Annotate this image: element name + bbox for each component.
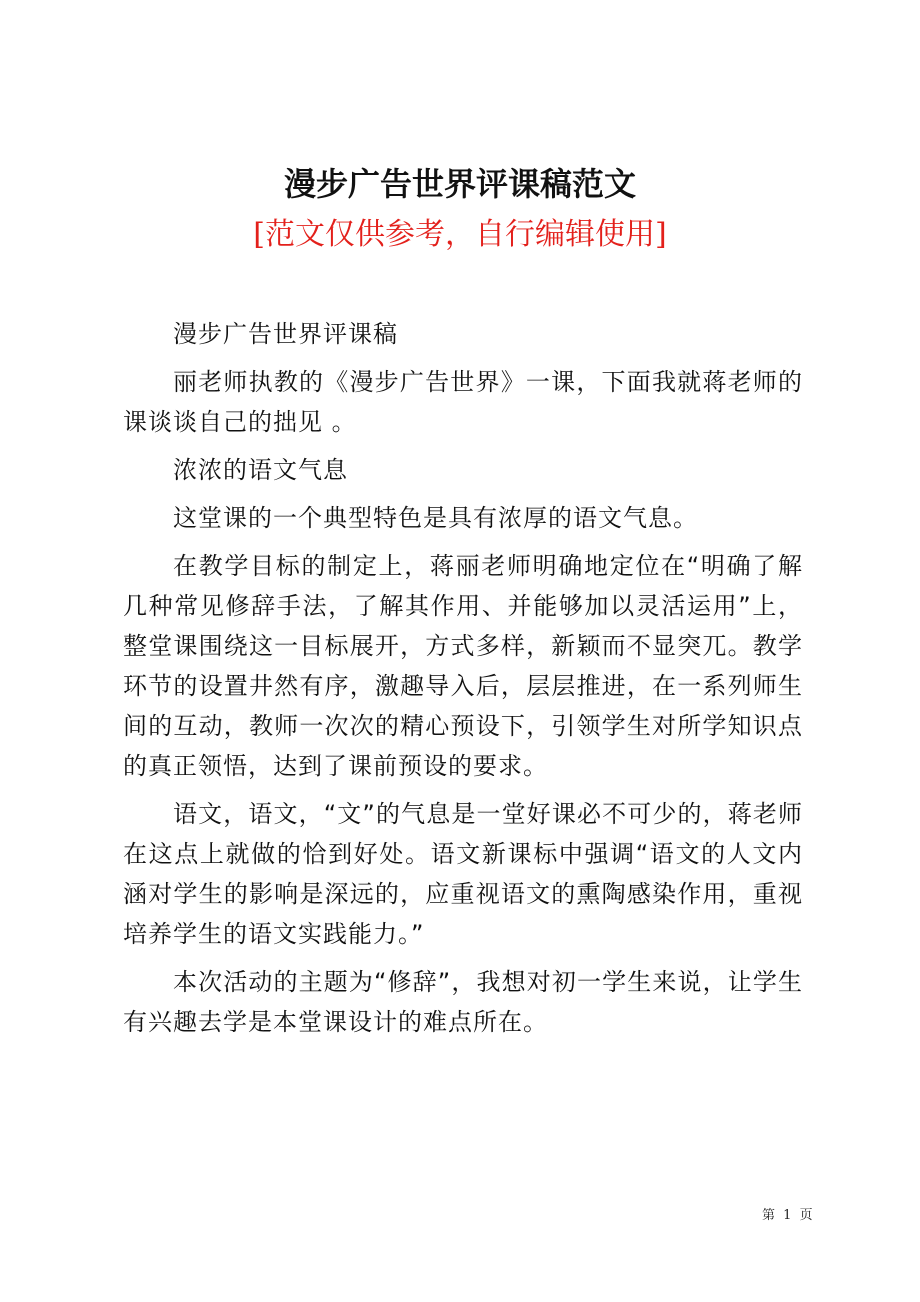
page-number-prefix: 第 (762, 1208, 776, 1223)
page-number-suffix: 页 (799, 1208, 813, 1223)
paragraph: 在教学目标的制定上，蒋丽老师明确地定位在“明确了解几种常见修辞手法，了解其作用、并能够加以灵活运用”上，整堂课围绕这一目标展开，方式多样，新颖而不显突兀。教学环节的设置井然有序，激趣导入后，层层推进，在一系列师生间的互动，教师一次次的精心预设下，引领学生对所学知识点的真正领悟，达到了课前预设的要求。 (123, 552, 803, 780)
page-footer (760, 1207, 815, 1225)
paragraph: 本次活动的主题为“修辞”，我想对初一学生来说，让学生有兴趣去学是本堂课设计的难点所在。 (123, 968, 803, 1036)
document-subtitle: [范文仅供参考，自行编辑使用] (253, 217, 667, 252)
page-number: 1 (783, 1208, 792, 1223)
document-body (123, 314, 803, 1050)
paragraph: 语文，语文，“文”的气息是一堂好课必不可少的，蒋老师在这点上就做的恰到好处。语文新课标中强调“语文的人文内涵对学生的影响是深远的，应重视语文的熏陶感染作用，重视培养学生的语文实践能力。” (123, 800, 803, 948)
paragraph: 丽老师执教的《漫步广告世界》一课，下面我就蒋老师的课谈谈自己的拙见 。 (123, 368, 803, 436)
paragraph: 这堂课的一个典型特色是具有浓厚的语文气息。 (173, 504, 698, 532)
document-title: 漫步广告世界评课稿范文 (283, 165, 636, 203)
paragraph-heading: 漫步广告世界评课稿 (173, 320, 398, 348)
paragraph-section-heading: 浓浓的语文气息 (173, 456, 348, 484)
